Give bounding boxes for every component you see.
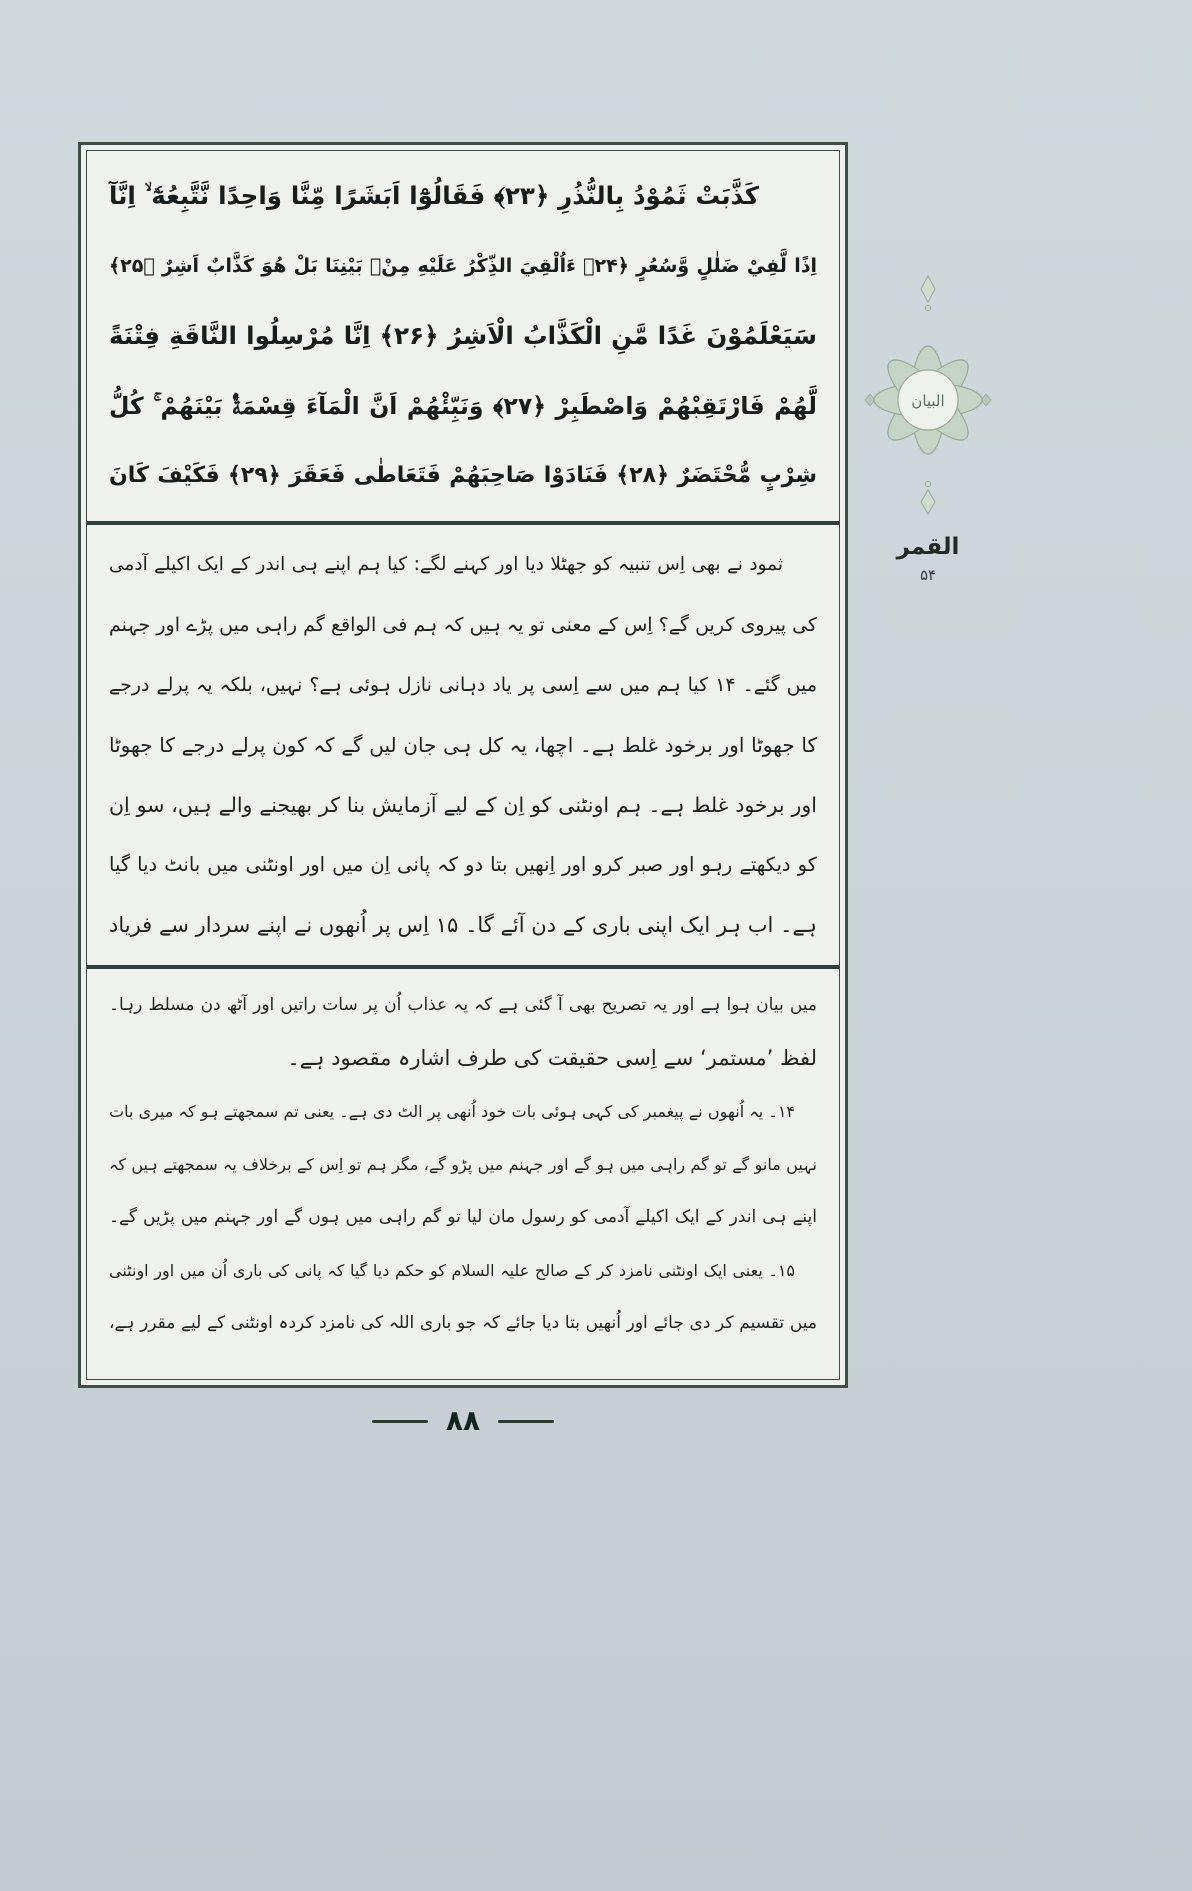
- footer-dash-left: [372, 1420, 428, 1423]
- text-frame: [78, 142, 848, 1388]
- translation-section: [109, 535, 817, 955]
- section-divider: [87, 965, 839, 969]
- footer-dash-right: [498, 1420, 554, 1423]
- quran-line: كَذَّبَتْ ثَمُوْدُ بِالنُّذُرِ ﴿۲۳﴾ فَقَالُوْٓا اَبَشَرًا مِّنَّا وَاحِدًا نَّتَّبِعُهٗٓ ۙ اِنَّآ: [109, 181, 759, 210]
- translation-line: ثمود نے بھی اِس تنبیہ کو جھٹلا دیا اور کہنے لگے: کیا ہم اپنے ہی اندر کے ایک اکیلے آدمی: [109, 554, 783, 575]
- footnote-line: میں بیان ہوا ہے اور یہ تصریح بھی آ گئی ہے کہ یہ عذاب اُن پر سات راتیں اور آٹھ دن مسلط رہا۔: [109, 995, 817, 1015]
- margin-column: [862, 272, 994, 584]
- translation-line: میں گئے۔ ۱۴ کیا ہم میں سے اِسی پر یاد دہانی نازل ہوئی ہے؟ نہیں، بلکہ یہ پرلے درجے: [109, 674, 817, 696]
- book-title: البيان: [911, 392, 945, 410]
- translation-line: ہے۔ اب ہر ایک اپنی باری کے دن آئے گا۔ ۱۵ اِس پر اُنھوں نے اپنے سردار سے فریاد: [109, 913, 817, 937]
- footnote-line: نہیں مانو گے تو گم راہی میں ہو گے اور جہنم میں پڑو گے، مگر ہم تو اِس کے برخلاف یہ سمجھتے ہیں کہ: [109, 1155, 817, 1174]
- frame-inner: [86, 150, 840, 1380]
- quran-line: شِرْبٍ مُّحْتَضَرٌ ﴿۲۸﴾ فَنَادَوْا صَاحِبَهُمْ فَتَعَاطٰى فَعَقَرَ ﴿۲۹﴾ فَكَيْفَ كَانَ: [109, 463, 817, 488]
- ornament-top-finial: [921, 276, 935, 311]
- footnote-line: اپنے ہی اندر کے ایک اکیلے آدمی کو رسول مان لیا تو گم راہی میں ہوں گے اور جہنم میں پڑیں گے۔: [109, 1207, 817, 1227]
- quran-text-section: [109, 161, 817, 511]
- translation-line: کو دیکھتے رہو اور صبر کرو اور اِنھیں بتا دو کہ پانی اِن میں اور اونٹنی میں بانٹ دیا گیا: [109, 853, 817, 876]
- quran-line: سَيَعْلَمُوْنَ غَدًا مَّنِ الْكَذَّابُ الْاَشِرُ ﴿۲۶﴾ اِنَّا مُرْسِلُوا النَّاقَةِ فِتْنَةً: [109, 321, 817, 350]
- translation-line: اور برخود غلط ہے۔ ہم اونٹنی کو اِن کے لیے آزمایش بنا کر بھیجنے والے ہیں، سو اِن: [109, 793, 817, 817]
- quran-line: لَّهُمْ فَارْتَقِبْهُمْ وَاصْطَبِرْ ﴿۲۷﴾ وَنَبِّئْهُمْ اَنَّ الْمَآءَ قِسْمَةٌۢ بَيْنَهُمْ ۚ كُلُّ: [109, 392, 817, 420]
- surah-name: القمر: [896, 534, 960, 560]
- footnotes-section: [109, 979, 817, 1350]
- ornament-medallion: [862, 272, 994, 516]
- translation-line: کا جھوٹا اور برخود غلط ہے۔ اچھا، یہ کل ہی جان لیں گے کہ کون پرلے درجے کا جھوٹا: [109, 733, 817, 757]
- footnote-line: میں تقسیم کر دی جائے اور اُنھیں بتا دیا جائے کہ جو باری اللہ کی نامزد کردہ اونٹنی کے لیے مقرر ہے،: [109, 1313, 817, 1333]
- footnote-line: لفظ ’مستمر‘ سے اِسی حقیقت کی طرف اشارہ مقصود ہے۔: [287, 1046, 817, 1070]
- quran-line: اِذًا لَّفِيْ ضَلٰلٍ وَّسُعُرٍ ﴿۲۴﴾ ءَاُلْقِيَ الذِّكْرُ عَلَيْهِ مِنْۢ بَيْنِنَا بَلْ هُوَ كَذَّابٌ اَشِرٌ ﴿۲۵﴾: [109, 255, 818, 277]
- translation-line: کی پیروی کریں گے؟ اِس کے معنی تو یہ ہیں کہ ہم فی الواقع گم راہی میں پڑے اور جہنم: [109, 614, 817, 636]
- section-divider: [87, 521, 839, 525]
- ornament-bottom-finial: [921, 481, 935, 514]
- footnote-line: ۱۴۔ یہ اُنھوں نے پیغمبر کی کہی ہوئی بات خود اُنھی پر الٹ دی ہے۔ یعنی تم سمجھتے ہو کہ میری بات: [109, 1102, 795, 1121]
- footnote-line: ۱۵۔ یعنی ایک اونٹنی نامزد کر کے صالح علیہ السلام کو حکم دیا گیا کہ پانی کی باری اُن میں اور اونٹنی: [109, 1261, 795, 1280]
- surah-number: ۵۴: [919, 566, 937, 584]
- page-number: ۸۸: [445, 1404, 481, 1437]
- page-footer: [78, 1404, 848, 1438]
